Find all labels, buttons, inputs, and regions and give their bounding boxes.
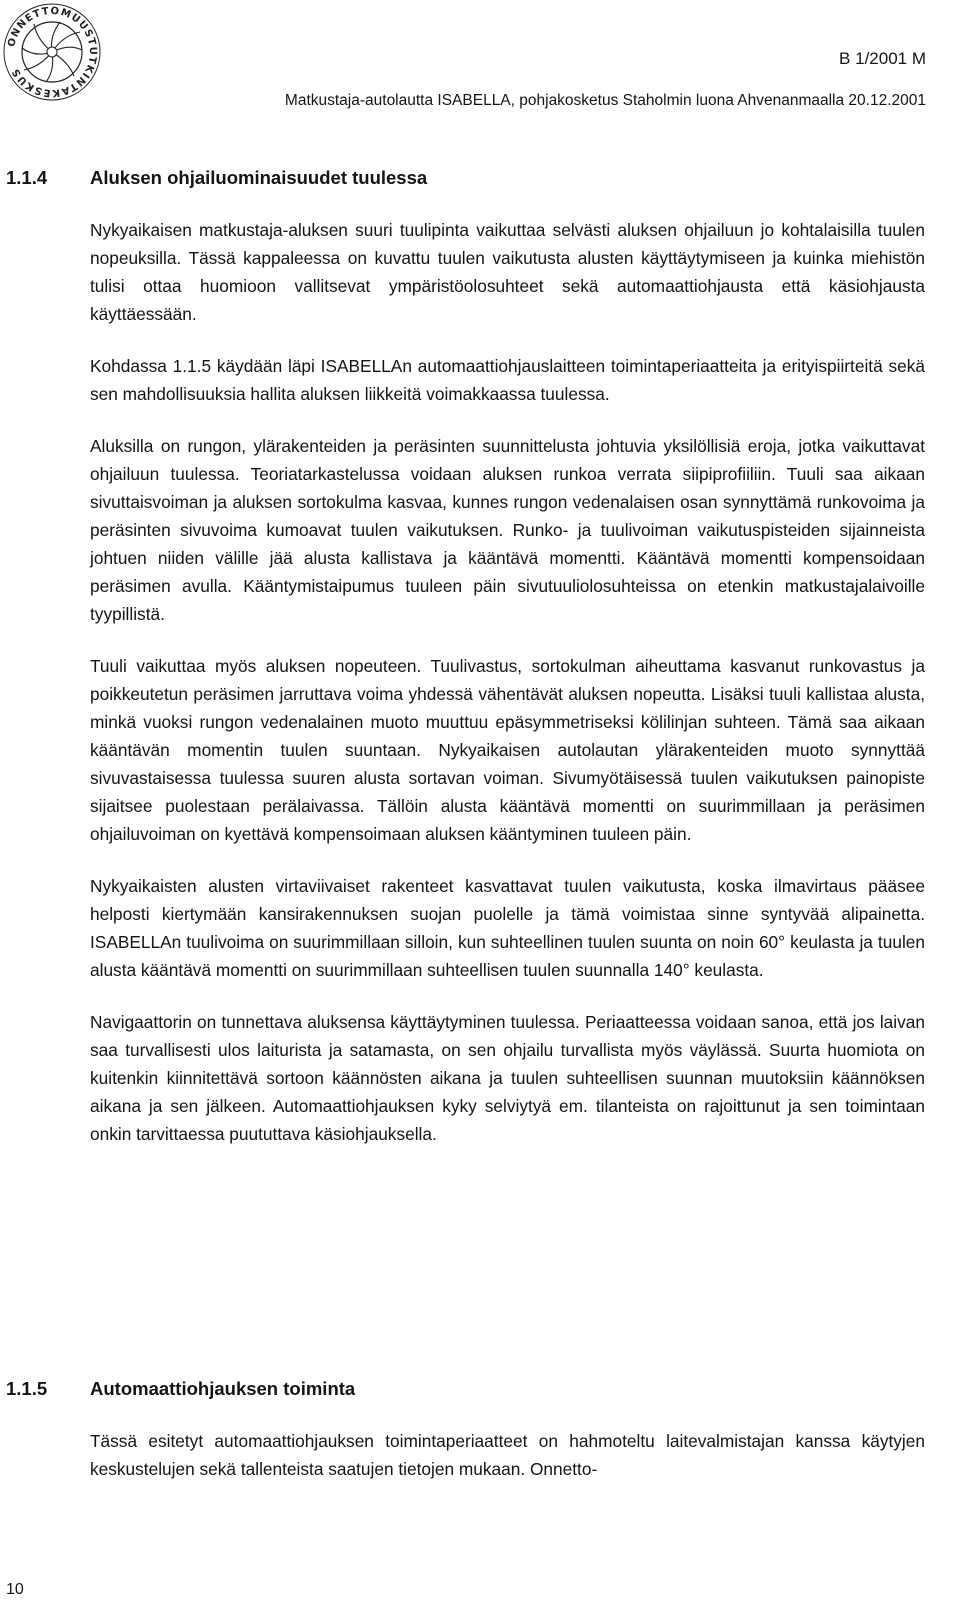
section-title: Aluksen ohjailuominaisuudet tuulessa	[90, 167, 428, 188]
section-body-1-1-4	[90, 216, 925, 1172]
section-number: 1.1.4	[6, 167, 48, 188]
section-heading-1-1-4	[6, 167, 427, 189]
paragraph: Tässä esitetyt automaattiohjauksen toimintaperiaatteet on hahmoteltu laitevalmistajan kanssa käytyjen keskustelujen sekä tallenteista saatujen tietojen mukaan. Onnetto-	[90, 1431, 925, 1479]
onnettomuustutkintakeskus-logo	[0, 0, 104, 104]
page-number: 10	[6, 1581, 24, 1598]
section-title: Automaattiohjauksen toiminta	[90, 1378, 356, 1399]
report-code: B 1/2001 M	[839, 49, 926, 68]
paragraph: Kohdassa 1.1.5 käydään läpi ISABELLAn automaattiohjauslaitteen toimintaperiaatteita ja erityispiirteitä sekä sen mahdollisuuksia hallita aluksen liikkeitä voimakkaassa tuulessa.	[90, 356, 925, 404]
report-subtitle: Matkustaja-autolautta ISABELLA, pohjakosketus Staholmin luona Ahvenanmaalla 20.12.2001	[284, 92, 926, 109]
svg-text:ONNETTOMUUSTUTKINTAKESKUS: ONNETTOMUUSTUTKINTAKESKUS	[6, 5, 99, 99]
paragraph: Nykyaikaisten alusten virtaviivaiset rakenteet kasvattavat tuulen vaikutusta, koska ilmavirtaus pääsee helposti kiertymään kansirakennuksen suojan puolelle ja tämä voimistaa sinne syntyvää alipainetta. ISABELLAn tuulivoima on suurimmillaan silloin, kun suhteellinen tuulen suunta on noin 60° keulasta ja tuulen alusta kääntävä momentti on suurimmillaan suhteellisen tuulen suunnalla 140° keulasta.	[90, 876, 925, 980]
section-body-1-1-5	[90, 1427, 925, 1507]
paragraph: Aluksilla on rungon, ylärakenteiden ja peräsinten suunnittelusta johtuvia yksilöllisiä eroja, jotka vaikuttavat ohjailuun tuulessa. Teoriatarkastelussa voidaan aluksen runkoa verrata siipiprofiiliin. Tuuli saa aikaan sivuttaisvoiman ja aluksen sortokulma kasvaa, kunnes rungon vedenalaisen osan synnyttämä runkovoima ja peräsinten sivuvoima kumoavat tuulen vaikutuksen. Runko- ja tuulivoiman vaikutuspisteiden sijainneista johtuen niiden välille jää alusta kallistava ja kääntävä momentti. Kääntävä momentti kompensoidaan peräsimen avulla. Kääntymistaipumus tuuleen päin sivutuuliolosuhteissa on etenkin matkustajalaivoille tyypillistä.	[90, 436, 925, 624]
section-heading-1-1-5	[6, 1378, 355, 1400]
paragraph: Tuuli vaikuttaa myös aluksen nopeuteen. Tuulivastus, sortokulman aiheuttama kasvanut runkovastus ja poikkeutetun peräsimen jarruttava voima yhdessä vähentävät aluksen nopeutta. Lisäksi tuuli kallistaa alusta, minkä vuoksi rungon vedenalainen muoto muuttuu epäsymmetriseksi kölilinjan suhteen. Tämä saa aikaan kääntävän momentin tuulen suuntaan. Nykyaikaisen autolautan ylärakenteiden muoto synnyttää sivuvastaisessa tuulessa suuren alusta sortavan voiman. Sivumyötäisessä tuulen vaikutuksen painopiste sijaitsee puolestaan perälaivassa. Tällöin alusta kääntävä momentti on suurimmillaan ja peräsimen ohjailuvoiman on kyettävä kompensoimaan aluksen kääntyminen tuuleen päin.	[90, 656, 925, 844]
section-number: 1.1.5	[6, 1378, 48, 1399]
paragraph: Nykyaikaisen matkustaja-aluksen suuri tuulipinta vaikuttaa selvästi aluksen ohjailuun jo kohtalaisilla tuulen nopeuksilla. Tässä kappaleessa on kuvattu tuulen vaikutusta alusten käyttäytymiseen ja kuinka miehistön tulisi ottaa huomioon vallitsevat ympäristöolosuhteet sekä automaattiohjausta että käsiohjausta käyttäessään.	[90, 220, 925, 324]
paragraph: Navigaattorin on tunnettava aluksensa käyttäytyminen tuulessa. Periaatteessa voidaan sanoa, että jos laivan saa turvallisesti ulos laiturista ja satamasta, on sen ohjailu turvallista myös väylässä. Suurta huomiota on kuitenkin kiinnitettävä sortoon käännösten aikana ja tuulen suhteellisen suunnan muutoksiin käännöksen aikana ja sen jälkeen. Automaattiohjauksen kyky selviytyä em. tilanteista on rajoittunut ja sen toimintaan onkin tarvittaessa puututtava käsiohjauksella.	[90, 1012, 925, 1144]
